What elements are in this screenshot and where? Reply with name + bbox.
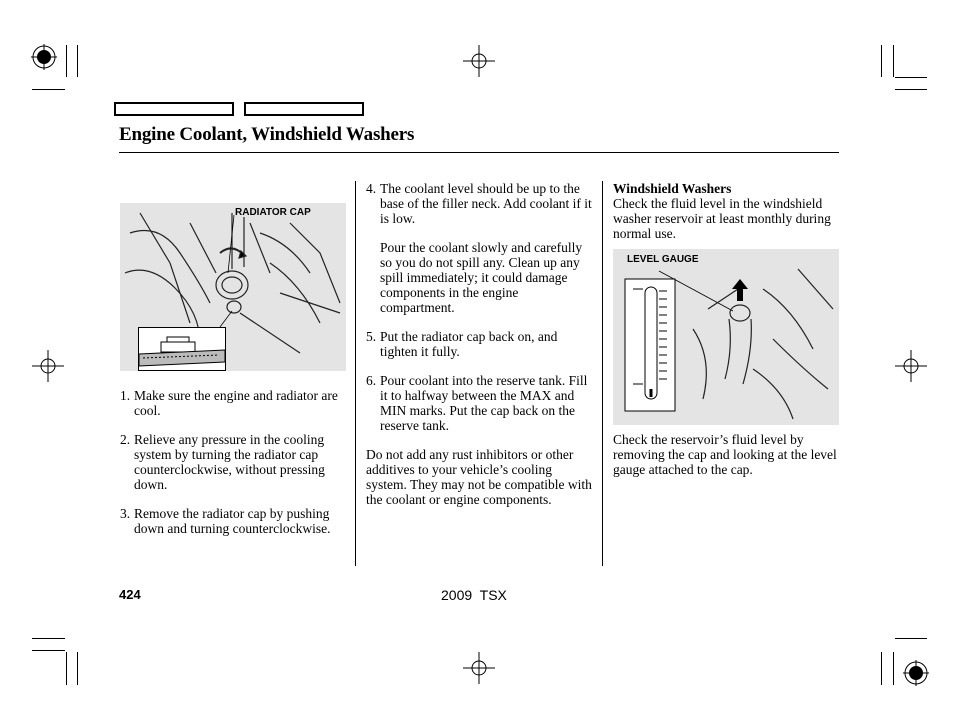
cap-detail-drawing [139,328,225,370]
list-item [120,506,348,536]
step-text: The coolant level should be up to the base of the filler neck. Add coolant if it is low. [380,181,592,226]
step-text: Pour coolant into the reserve tank. Fill it to halfway between the MAX and MIN marks. Put the cap back on the reserve tank. [380,373,588,433]
washer-reservoir-illustration [613,249,839,425]
crosshair-icon [895,350,927,382]
page-title: Engine Coolant, Windshield Washers [119,124,415,145]
additive-warning: Do not add any rust inhibitors or other additives to your vehicle’s cooling system. They may not be compatible with the coolant or engine components. [366,447,592,507]
column-divider [602,181,603,566]
list-item [366,329,594,359]
radiator-cap-figure [120,203,346,371]
middle-column-text [366,181,594,521]
right-column-outro [613,432,839,491]
step-number: 3. [120,506,131,521]
list-item [120,388,348,418]
left-column-text [120,388,348,550]
level-gauge-label: LEVEL GAUGE [627,254,699,265]
crosshair-icon [463,652,495,684]
title-rule [119,152,839,153]
page-number: 424 [119,587,141,602]
washer-outro: Check the reservoir’s fluid level by removing the cap and looking at the level gauge attached to the cap. [613,432,837,477]
crosshair-icon [32,350,64,382]
section-heading: Windshield Washers [613,181,732,196]
registration-target-icon [903,660,929,686]
list-item [366,181,594,226]
radiator-cap-label: RADIATOR CAP [235,207,311,218]
washer-intro: Check the fluid level in the windshield washer reservoir at least monthly during normal use. [613,196,831,241]
step-number: 6. [366,373,377,388]
step-number: 5. [366,329,377,344]
step-text: Remove the radiator cap by pushing down and turning counterclockwise. [134,506,331,536]
step-note: Pour the coolant slowly and carefully so you do not spill any. Clean up any spill immediately; it could damage components in the engine compartment. [380,240,583,315]
header-tab-box [114,102,234,116]
registration-target-icon [31,44,57,70]
list-item [120,432,348,492]
step-text: Put the radiator cap back on, and tighten it fully. [380,329,558,359]
step-number: 4. [366,181,377,196]
step-text: Make sure the engine and radiator are cool. [134,388,338,418]
step-number: 2. [120,432,131,447]
step-text: Relieve any pressure in the cooling system by turning the radiator cap counterclockwise, without pressing down. [134,432,325,492]
level-gauge-figure [613,249,839,425]
column-divider [355,181,356,566]
header-tab-box [244,102,364,116]
model-name: 2009 TSX [441,587,507,603]
right-column-text [613,181,839,255]
step-number: 1. [120,388,131,403]
cap-detail-inset [138,327,226,371]
list-item [366,373,594,433]
crosshair-icon [463,45,495,77]
